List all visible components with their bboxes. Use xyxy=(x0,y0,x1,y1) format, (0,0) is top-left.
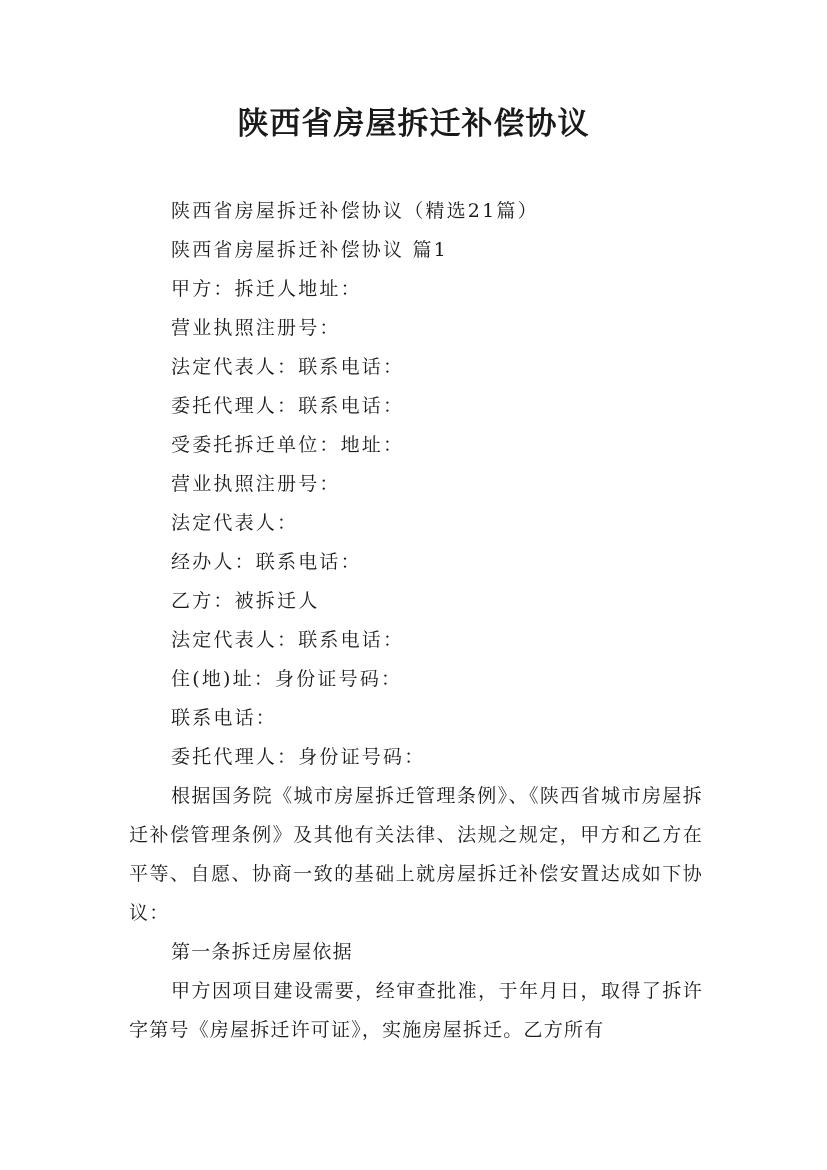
text-line: 联系电话： xyxy=(171,707,278,729)
text-line: 法定代表人：联系电话： xyxy=(171,629,405,651)
text-line: 营业执照注册号： xyxy=(171,317,341,339)
text-line: 营业执照注册号： xyxy=(171,473,341,495)
document-body xyxy=(129,192,703,1050)
text-line: 住(地)址：身份证号码： xyxy=(171,668,403,690)
text-line: 陕西省房屋拆迁补偿协议（精选21篇） xyxy=(171,200,539,222)
text-line: 委托代理人：身份证号码： xyxy=(171,746,426,768)
text-line: 法定代表人：联系电话： xyxy=(171,356,405,378)
text-line: 乙方：被拆迁人 xyxy=(171,590,320,612)
text-line: 受委托拆迁单位：地址： xyxy=(171,434,405,456)
text-line: 委托代理人：联系电话： xyxy=(171,395,405,417)
text-line: 法定代表人： xyxy=(171,512,299,534)
paragraph: 根据国务院《城市房屋拆迁管理条例》、《陕西省城市房屋拆迁补偿管理条例》及其他有关法律、法规之规定，甲方和乙方在平等、自愿、协商一致的基础上就房屋拆迁补偿安置达成如下协议： xyxy=(129,785,703,924)
text-line: 甲方：拆迁人地址： xyxy=(171,278,362,300)
section-heading: 第一条拆迁房屋依据 xyxy=(171,941,353,963)
text-line: 陕西省房屋拆迁补偿协议 篇1 xyxy=(171,239,448,261)
paragraph: 甲方因项目建设需要，经审查批准，于年月日，取得了拆许字第号《房屋拆迁许可证》，实施房屋拆迁。乙方所有 xyxy=(129,980,703,1041)
text-line: 经办人：联系电话： xyxy=(171,551,362,573)
document-title: 陕西省房屋拆迁补偿协议 xyxy=(237,106,590,142)
